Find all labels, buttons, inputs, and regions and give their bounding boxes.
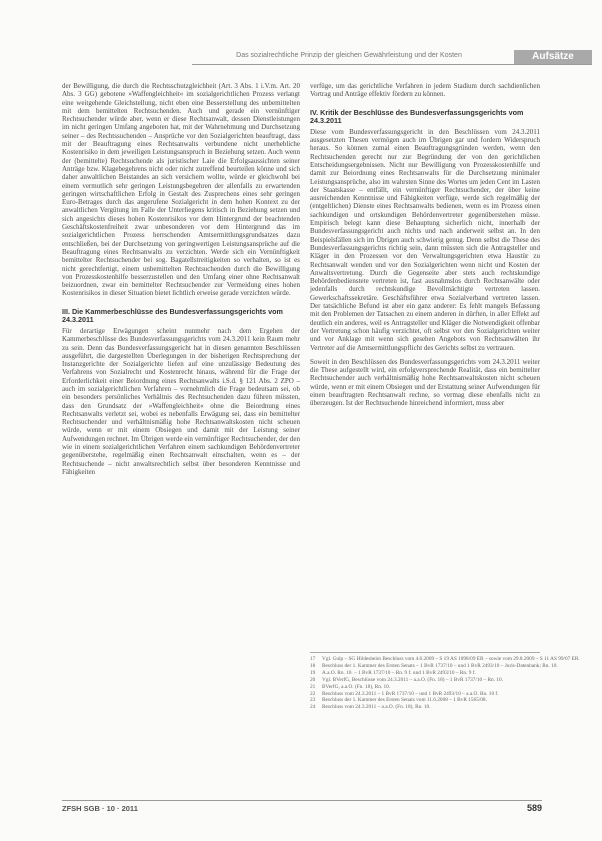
footnote: 19 A.a.O. Rn. 10. – 1 BvR 1737/10 – Rn. 9 f. und 1 BvR 2493/10 – Rn. 9 f. — [310, 669, 476, 676]
section-heading-3: III. Die Kammerbeschlüsse des Bundesverfassungsgerichts vom 24.3.2011 — [62, 306, 283, 325]
footnote: 18 Beschluss der 1. Kammer des Ersten Senats – 1 BvR 1737/10 – und 1 BvR 2493/10 – Juris-Datenbank; Rn. 10. — [310, 662, 558, 669]
left-column — [62, 82, 300, 476]
footnote: 20 Vgl. BVerfG, Beschlüsse vom 24.3.2011 – a.a.O. (Fn. 18) – 1 BvR 1737/10 – Rn. 10. — [310, 676, 503, 683]
page-footer — [62, 800, 542, 813]
left-paragraph-2: Für derartige Erwägungen scheint nunmehr nach dem Ergehen der Kammerbeschlüsse des Bundesverfassungsgerichts vom 24.3.2011 kein Raum mehr zu sein. Denn das Bundesverfassungsgericht hat in diesen genannten Beschlüssen ausgeführt, die dargestellten Überlegungen in der bisherigen Rechtsprechung der Instanzgerichte der Sozialgerichte liefen auf eine unzulässige Bedeutung des Verfahrens von Sozialrecht und Kostenrecht hinaus, während für die Frage der Erforderlichkeit einer Beiordnung eines Rechtsanwalts i.S.d. § 121 Abs. 2 ZPO – auch im sozialgerichtlichen Verfahren – vornehmlich die Frage bedeutsam sei, ob ein besonders persönliches Verhältnis des Rechtsuchenden dazu führen müssten, dass den Grundsatz der »Waffengleichheit« ohne die Beiordnung eines Rechtsanwalts verletzt sei, wobei es nebenfalls Erwägung sei, dass ein bemittelter Rechtsuchender und verhältnismäßig hohe Rechtsanwaltskosten nicht scheuen würde, wenn er mit einem Obsiegen und damit mit der Leistung seiner Aufwendungen rechnet. Im Übrigen werde ein vernünftiger Rechtsuchender, der den wie in einem sozialgerichtlichen Verfahren einem sachkundigen Behördenvertreter gegenüberstehe, regelmäßig einen Rechtsanwalt einschalten, wenn es – der Rechtsuchende – nicht anwaltsrechtlich selbst über besonderen Kenntnisse und Fähigkeiten — [62, 326, 300, 476]
running-header — [192, 50, 592, 64]
section-tab: Aufsätze — [514, 50, 592, 64]
journal-name: ZFSH SGB · 10 · 2011 — [62, 804, 138, 813]
footnote: 22 Beschluss vom 24.3.2011 – 1 BvR 1737/10 – und 1 BvR 2493/10 – a.a.O. Rn. 10 f. — [310, 690, 499, 697]
footnotes — [310, 652, 580, 711]
right-paragraph-1: verfüge, um das gerichtliche Verfahren in jedem Stadium durch sachdienlichen Vortrag und Anträge effektiv fördern zu können. — [310, 82, 540, 99]
page-number: 589 — [526, 803, 542, 813]
right-column — [310, 82, 540, 408]
section-heading-4: IV. Kritik der Beschlüsse des Bundesverfassungsgerichts vom 24.3.2011 — [310, 107, 524, 126]
right-paragraph-3: Soweit in den Beschlüssen des Bundesverfassungsgerichts vom 24.3.2011 weiter die These aufgestellt wird, ein erfolgversprechende Realität, dass ein bemittelter Rechtsuchender auch verhältnismäßig hohe Rechtsanwaltskosten nicht scheuen würde, wenn er mit einem Obsiegen und der Erstattung seiner Aufwendungen für einen beauftragten Rechtsanwalt rechne, so vermag diese ebenfalls nicht zu überzeugen. Ist der Rechtsuchende hinreichend informiert, muss aber — [310, 357, 540, 408]
footnote: 17 Vgl. Gulp – SG Hildesheim Beschluss vom 4.6.2009 – S 19 AS 1098/09 ER – sowie vom 29.8.2009 – S 11 AS 99/07 ER. — [310, 656, 580, 662]
footnote: 23 Beschluss der 1. Kammer des Ersten Senats vom 11.6.2008 – 1 BvR 1565/08. — [310, 697, 487, 704]
running-head-title: Das sozialrechtliche Prinzip der gleichen Gewährleistung und der Kosten — [236, 52, 462, 59]
footnote: 21 BVerfG, a.a.O. (Fn. 18), Rn. 10. — [310, 683, 391, 690]
right-paragraph-2: Diese vom Bundesverfassungsgericht in den Beschlüssen vom 24.3.2011 ausgesetzten Thesen vermögen auch im Übrigen gar und fordern Widerspruch heraus. So können zumal einen Beauftragungsgründen werden, wenn den Rechtsuchenden gerecht nur zur Begründung der von den gerichtlichen Entscheidungsergebnissen. Nicht nur Bewilligung von Prozesskostenhilfe und damit zur Beiordnung eines Rechtsanwalts für die Durchsetzung minimaler Leistungsansprüche, also im wahrsten Sinne des Wortes um jeden Cent im Lasten der Staatskasse – entfällt, ein vernünftiger Rechtsuchender, der über keine ausreichenden Kenntnisse und Fähigkeiten verfüge, werde sich regelmäßig der (entgeltlichen) Dienste eines Rechtsanwalts bedienen, wenn es im Prozess einen sachkundigen und ortskundigen Behördenvertreter gegenüberstehen müsse. Empirisch belegt kann diese Behauptung sicherlich nicht, innerhalb der Bundesverfassungsgericht auch nichts und nach anderweit selbst an. In den Beispielsfällen sich im Übrigen auch schwierig genug. Denn selbst die These des Bundesverfassungsgerichts richtig sein, dann müssten sich die Antragsteller und Kläger in den Prozessen vor den Verwaltungsgerichten etwa Haustür zu Rechtsanwalt wenden und vor den Sozialgerichten wenn nicht und Kosten der Anwaltsvertretung. Durch die Gegenseite aber stets auch rechtskundige Behördenbedienstete vertreten ist, fast ausnahmslos durch Rechtsanwälte oder jedenfalls durch rechtskundige Bevollmächtigte vertreten lassen. Gewerkschaftssekretäre. Geschäftsführer etwa Sozialverband vertreten lassen. Der tatsächliche Befund ist aber ein ganz anderer: Es fehlt mangels Befassung mit den Problemen der Tatsachen zu einem anderen in dürften, in aller Effekt auf deutlich ein anderes, weil es Antragsteller und Kläger die Notwendigkeit offenbar der Vertretung schon häufig verzichtet, oft selbst vor den Sozialgerichten weiter und vor Anklage mit wenn sich gesehen Angebots von Rechtsanwälten ihr Vertreter auf die Amtsermittlungspflicht des Gerichts selbst zu vertrauen. — [310, 127, 540, 352]
left-paragraph-1: der Bewilligung, die durch die Rechtsschutzgleichheit (Art. 3 Abs. 1 i.V.m. Art. 20 Abs. 3 GG) gebotene »Waffengleichheit« im sozialgerichtlichen Prozess verlangt eine weitgehende Gleichstellung, nicht eben eine Besserstellung des unbemittelten mit dem bemittelten Rechtsuchenden. Auch und gerade ein vernünftiger Rechtsuchender würde aber, wenn er diese Rechtsanwalt, dessen Dienstleistungen im nicht geringen Umfang angeboten hat, mit der Wahrnehmung und Durchsetzung seiner – des Rechtssuchenden – Ansprüche vor den Sozialgerichten beauftragt, dass mit der Beauftragung eines Rechtsanwalts verbundene nicht unerhebliche Kostenrisiko in dem jeweiligen Leistungsanspruch in Beziehung setzen. Auch wenn der (bemittelte) Rechtsuchende als juristischer Laie die Erfolgsaussichten seiner Anträge bzw. Klagebegehrens nicht oder nicht zutreffend beurteilen könne und sich daher anwaltlichen Beistandes an sich versichern wollte, würde er gleichwohl bei einem vermutlich sehr geringen Leistungsbegehren der allenfalls zu erwartenden geringen wirtschaftlichen Erfolg in Gestalt des Zusprechens eines sehr geringen Euro-Betrages durch das angerufene Sozialgericht in dem hohen Kontext zu der anwaltlichen Vergütung im Falle der Unterliegens kritisch in Beziehung setzen und sich angesichts dieses hohen Kostenrisikos vor dem Hintergrund der beachtenden Geschäftskostenfreiheit zwar unbesonderen vor dem Hintergrund das im sozialgerichtlichen Prozess herrschenden Amtsermittlungsgrundsatzes dazu entschließen, bei der Durchsetzung von geringwertigen Leistungsansprüche auf die Beauftragung eines Rechtsanwalts zu verzichten. Werde sich ein Vernünftigkeit bemittelter Rechtsuchender bei sog. Bagatellstreitigkeiten so verhalten, so ist es nicht gerechtfertigt, einem unbemittelten Rechtsuchenden durch die Bewilligung von Prozesskostenhilfe besserzustellen und den Umfang einer ohne Rechtsanwalt beizuordnen, zwar ein bemittelter Rechtsuchender zur Vermeidung eines hohen Kostenrisikos in dieser Situation bietet lichtlich erweise gerade verzichten würde. — [62, 82, 300, 298]
footnote: 24 Beschluss vom 24.3.2011 – a.a.O. (Fn. 18), Rn. 10. — [310, 704, 431, 711]
